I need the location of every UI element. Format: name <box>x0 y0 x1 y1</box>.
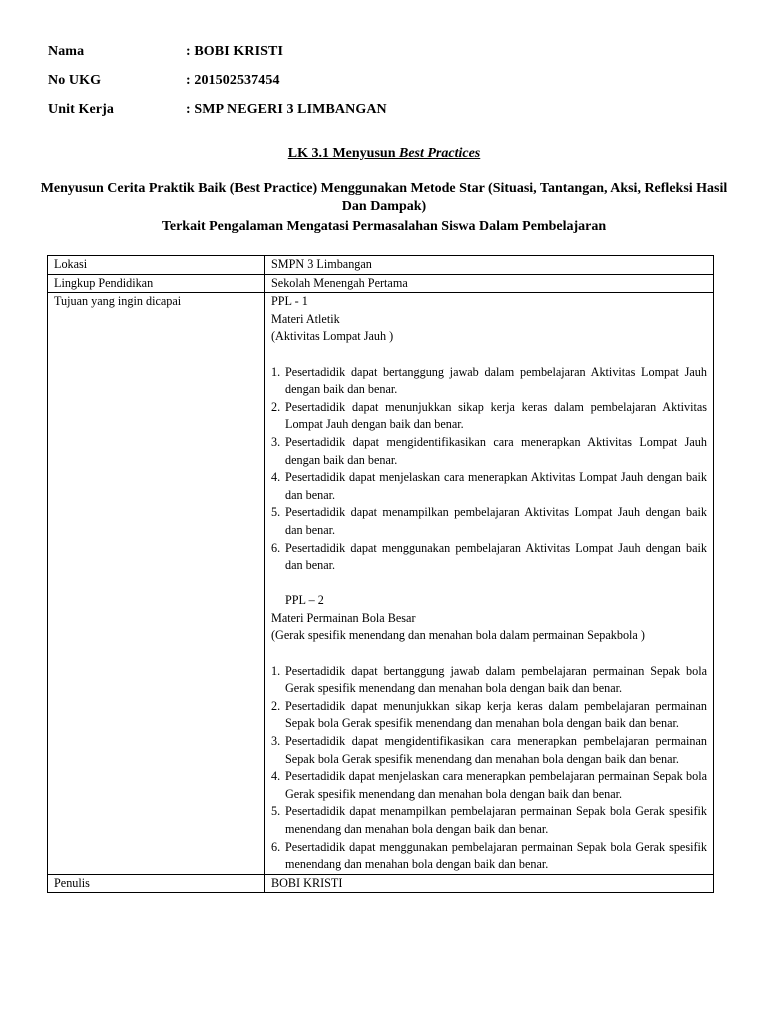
info-value: : SMP NEGERI 3 LIMBANGAN <box>186 102 387 117</box>
list-item: 6. Pesertadidik dapat menggunakan pembelajaran permainan Sepak bola Gerak spesifik menendang dan menahan bola dengan baik dan benar. <box>271 839 707 872</box>
row-label: Tujuan yang ingin dicapai <box>48 293 265 875</box>
ppl2-materi: Materi Permainan Bola Besar <box>271 610 416 625</box>
ppl1-objectives-list <box>271 364 707 575</box>
list-item: 1. Pesertadidik dapat bertanggung jawab dalam pembelajaran permainan Sepak bola Gerak spesifik menendang dan menahan bola dengan baik dan benar. <box>271 663 707 696</box>
list-item: 2. Pesertadidik dapat menunjukkan sikap kerja keras dalam pembelajaran permainan Sepak bola Gerak spesifik menendang dan menahan bola dengan baik dan benar. <box>271 698 707 731</box>
list-item: 6. Pesertadidik dapat menggunakan pembelajaran Aktivitas Lompat Jauh dengan baik dan benar. <box>271 540 707 573</box>
table-row-lokasi <box>48 256 714 275</box>
list-item: 4. Pesertadidik dapat menjelaskan cara menerapkan Aktivitas Lompat Jauh dengan baik dan benar. <box>271 470 707 502</box>
list-item: 4. Pesertadidik dapat menjelaskan cara menerapkan pembelajaran permainan Sepak bola Gerak spesifik menendang dan menahan bola dengan baik dan benar. <box>271 769 707 801</box>
ppl2-activity: (Gerak spesifik menendang dan menahan bola dalam permainan Sepakbola ) <box>271 628 645 643</box>
row-label: Lokasi <box>48 256 265 275</box>
row-value: SMPN 3 Limbangan <box>265 256 714 275</box>
row-value: BOBI KRISTI <box>265 874 714 893</box>
ppl1-materi: Materi Atletik <box>271 311 340 326</box>
info-value: : 201502537454 <box>186 73 280 88</box>
ppl2-objectives-list <box>271 663 707 874</box>
best-practice-table <box>47 255 714 893</box>
tujuan-content <box>265 293 714 875</box>
subtitle-line-1: Menyusun Cerita Praktik Baik (Best Practice) Menggunakan Metode Star (Situasi, Tantangan, Aksi, Refleksi Hasil Dan Dampak) <box>40 181 728 214</box>
title-prefix: LK 3.1 Menyusun <box>287 146 399 161</box>
ppl1-activity: (Aktivitas Lompat Jauh ) <box>271 329 394 344</box>
info-label: Nama <box>48 44 85 59</box>
info-value: : BOBI KRISTI <box>186 44 283 59</box>
list-item: 2. Pesertadidik dapat menunjukkan sikap kerja keras dalam pembelajaran Aktivitas Lompat Jauh dengan baik dan benar. <box>271 399 707 432</box>
row-label: Lingkup Pendidikan <box>48 274 265 293</box>
document-title <box>0 146 768 162</box>
row-label: Penulis <box>48 874 265 893</box>
table-row-lingkup <box>48 274 714 293</box>
table-row-tujuan <box>48 293 714 875</box>
info-label: Unit Kerja <box>48 102 114 117</box>
ppl1-heading: PPL - 1 <box>271 294 308 309</box>
subtitle-line-2: Terkait Pengalaman Mengatasi Permasalahan Siswa Dalam Pembelajaran <box>161 219 607 234</box>
list-item: 5. Pesertadidik dapat menampilkan pembelajaran Aktivitas Lompat Jauh dengan baik dan benar. <box>271 505 707 537</box>
list-item: 5. Pesertadidik dapat menampilkan pembelajaran permainan Sepak bola Gerak spesifik menendang dan menahan bola dengan baik dan benar. <box>271 804 707 836</box>
list-item: 3. Pesertadidik dapat mengidentifikasikan cara menerapkan Aktivitas Lompat Jauh dengan baik dan benar. <box>271 434 707 467</box>
info-label: No UKG <box>48 73 102 88</box>
row-value: Sekolah Menengah Pertama <box>265 274 714 293</box>
title-italic: Best Practices <box>398 146 481 161</box>
table-row-penulis <box>48 874 714 893</box>
list-item: 1. Pesertadidik dapat bertanggung jawab dalam pembelajaran Aktivitas Lompat Jauh dengan baik dan benar. <box>271 364 707 397</box>
list-item: 3. Pesertadidik dapat mengidentifikasikan cara menerapkan pembelajaran permainan Sepak bola Gerak spesifik menendang dan menahan bola dengan baik dan benar. <box>271 734 707 766</box>
ppl2-heading: PPL – 2 <box>285 593 324 608</box>
